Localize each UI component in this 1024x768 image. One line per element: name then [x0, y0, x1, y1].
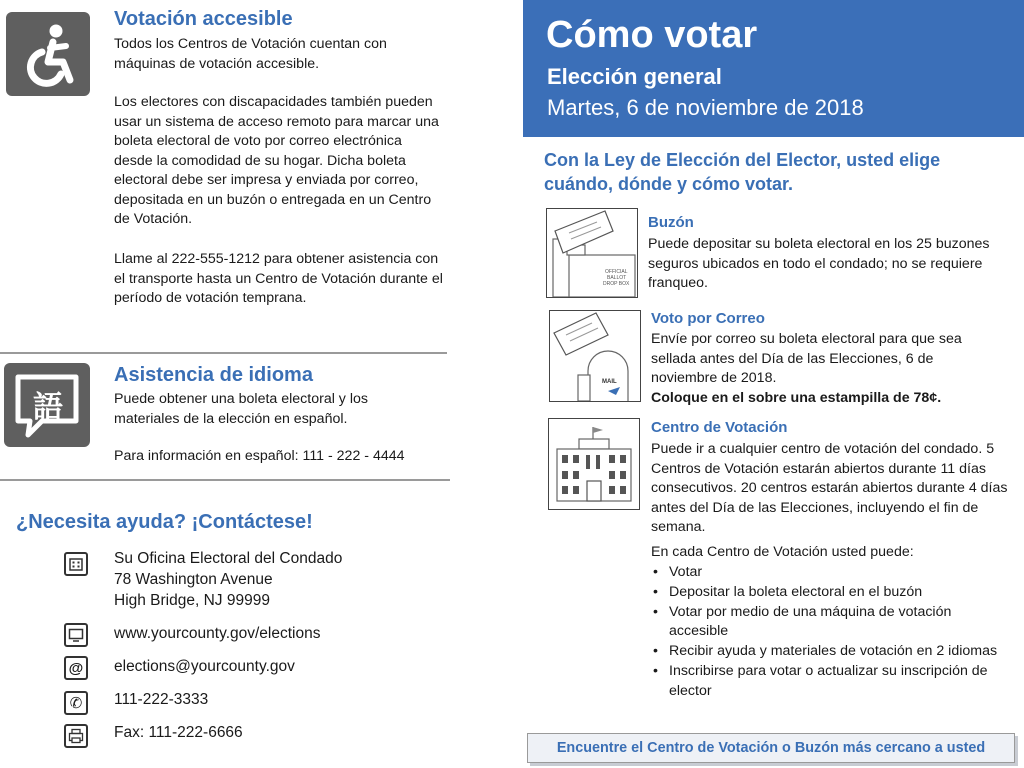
tagline: Con la Ley de Elección del Elector, usted elige cuándo, dónde y cómo votar. [544, 150, 941, 194]
accessible-voting-p2: Los electores con discapacidades también pueden usar un sistema de acceso remoto para marcar una boleta electoral de voto por correo electrónica desde la comodidad de su hogar. Dicha boleta electoral debe ser impresa y enviada por correo, depositada en un buzón o entregada en un Centro de Votación. [114, 94, 439, 227]
computer-monitor-icon [64, 623, 88, 647]
mail-title: Voto por Correo [651, 310, 765, 327]
office-name: Su Oficina Electoral del Condado [114, 550, 343, 567]
divider [0, 352, 447, 354]
drop-box-illustration [546, 208, 638, 298]
page-header [523, 0, 1024, 137]
accessible-voting-p3: Llame al 222-555-1212 para obtener asistencia con el transporte hasta un Centro de Votación durante el período de votación temprana. [114, 251, 443, 306]
email-at-icon [64, 656, 88, 680]
drop-box-text: Puede depositar su boleta electoral en los 25 buzones seguros ubicados en todo el condado; no se requiere franqueo. [648, 236, 990, 291]
list-item: • Votar por medio de una máquina de votación accesible [651, 603, 1001, 643]
office-street: 78 Washington Avenue [114, 571, 273, 588]
election-name: Elección general [547, 64, 722, 89]
accessible-voting-p1: Todos los Centros de Votación cuentan con máquinas de votación accesible. [114, 36, 387, 72]
fax-icon [64, 724, 88, 748]
phone-icon [64, 691, 88, 715]
vote-center-list-intro: En cada Centro de Votación usted puede: [651, 544, 914, 560]
drop-box-title: Buzón [648, 214, 694, 231]
mailbox-label: MAIL [602, 379, 617, 385]
language-assistance-title: Asistencia de idioma [114, 364, 313, 386]
election-date: Martes, 6 de noviembre de 2018 [547, 95, 864, 120]
mailbox-illustration [549, 310, 641, 402]
phone-glyph: ✆ [69, 694, 83, 712]
email-at-glyph: @ [68, 659, 84, 677]
find-vote-center-button[interactable] [527, 733, 1015, 763]
list-item: • Depositar la boleta electoral en el buzón [651, 583, 1001, 603]
list-item: • Recibir ayuda y materiales de votación en 2 idiomas [651, 642, 1001, 662]
language-assistance-p1: Puede obtener una boleta electoral y los materiales de la elección en español. [114, 391, 368, 427]
phone-number[interactable]: 111-222-3333 [114, 691, 209, 708]
email-link[interactable]: elections@yourcounty.gov [114, 658, 295, 675]
website-link[interactable]: www.yourcounty.gov/elections [114, 625, 321, 642]
office-building-icon [64, 552, 88, 576]
office-city: High Bridge, NJ 99999 [114, 592, 270, 609]
language-assistance-p2: Para información en español: 111 - 222 - 4444 [114, 448, 405, 464]
list-item: • Inscribirse para votar o actualizar su inscripción de elector [651, 662, 1001, 702]
vote-center-building-illustration [548, 418, 640, 510]
vote-center-text: Puede ir a cualquier centro de votación del condado. 5 Centros de Votación estarán abiertos durante 11 días consecutivos. 20 centros estarán abiertos durante 4 días antes del Día de las Elecciones, incluyendo el fin de semana. [651, 441, 1008, 535]
language-icon [4, 363, 90, 447]
accessible-voting-title: Votación accesible [114, 8, 293, 30]
contact-title: ¿Necesita ayuda? ¡Contáctese! [16, 511, 313, 533]
divider [0, 479, 450, 481]
wheelchair-icon [6, 12, 90, 96]
drop-box-label-3: DROP BOX [603, 281, 630, 287]
find-vote-center-label: Encuentre el Centro de Votación o Buzón más cercano a usted [556, 740, 986, 756]
language-glyph: 語 [33, 390, 63, 425]
fax-number: Fax: 111-222-6666 [114, 724, 243, 741]
list-item: • Votar [651, 563, 1001, 583]
drop-box-label-1: OFFICIAL [605, 269, 628, 275]
vote-center-title: Centro de Votación [651, 419, 788, 436]
vote-center-list [651, 563, 1001, 702]
mail-text: Envíe por correo su boleta electoral para que sea sellada antes del Día de las Elecciones, 6 de noviembre de 2018. [651, 331, 962, 386]
mail-postage-note: Coloque en el sobre una estampilla de 78¢. [651, 390, 942, 406]
drop-box-label-2: BALLOT [607, 275, 627, 281]
page-title: Cómo votar [546, 14, 758, 56]
